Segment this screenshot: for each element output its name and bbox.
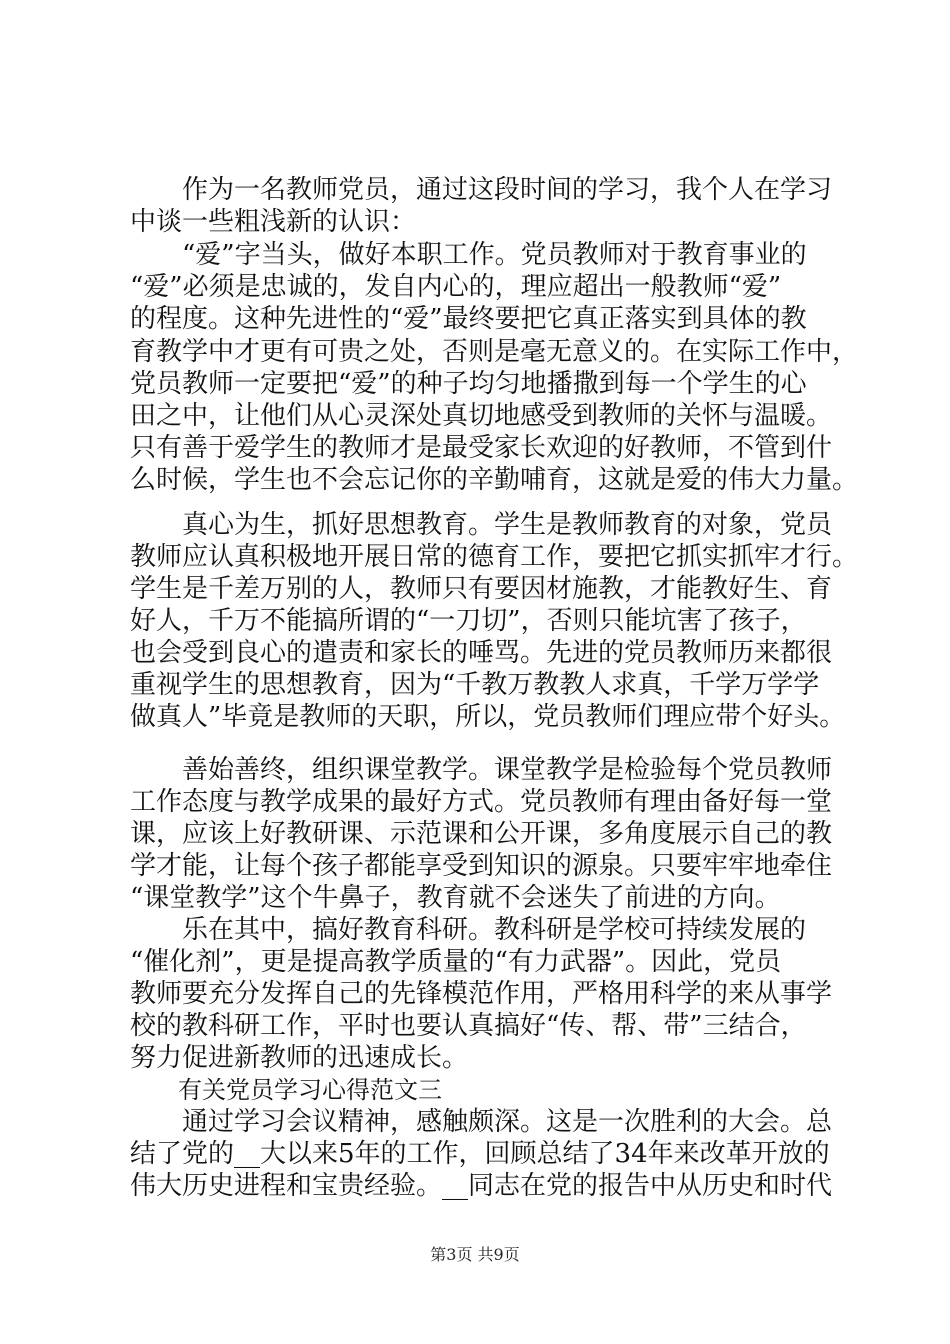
paragraph-1-line-1: 作为一名教师党员，通过这段时间的学习，我个人在学习 [130, 175, 833, 205]
paragraph-2-line-8: 么时候，学生也不会忘记你的辛勤哺育，这就是爱的伟大力量。 [130, 465, 859, 495]
section-heading: 有关党员学习心得范文三 [130, 1076, 442, 1104]
paragraph-4-line-5: “课堂教学”这个牛鼻子，教育就不会迷失了前进的方向。 [130, 883, 781, 913]
paragraph-6-line-3: 伟大历史进程和宝贵经验。__同志在党的报告中从历史和时代 [130, 1171, 833, 1201]
paragraph-3-line-6: 重视学生的思想教育，因为“千教万教教人求真，千学万学学 [130, 670, 820, 700]
paragraph-4-line-2: 工作态度与教学成果的最好方式。党员教师有理由备好每一堂 [130, 787, 833, 817]
paragraph-3-line-3: 学生是千差万别的人，教师只有要因材施教，才能教好生、育 [130, 574, 833, 604]
paragraph-5-line-1: 乐在其中，搞好教育科研。教科研是学校可持续发展的 [130, 915, 807, 945]
paragraph-5-line-4: 校的教科研工作，平时也要认真搞好“传、帮、带”三结合， [130, 1011, 807, 1041]
paragraph-3-line-5: 也会受到良心的遣责和家长的唾骂。先进的党员教师历来都很 [130, 638, 833, 668]
paragraph-2-line-2: “爱”必须是忠诚的，发自内心的，理应超出一般教师“爱” [130, 272, 782, 302]
paragraph-2-line-7: 只有善于爱学生的教师才是最受家长欢迎的好教师，不管到什 [130, 433, 833, 463]
paragraph-3-line-4: 好人，千万不能搞所谓的“一刀切”，否则只能坑害了孩子， [130, 606, 807, 636]
paragraph-6-line-1: 通过学习会议精神，感触颇深。这是一次胜利的大会。总 [130, 1107, 833, 1137]
paragraph-5-line-3: 教师要充分发挥自己的先锋模范作用，严格用科学的来从事学 [130, 979, 833, 1009]
paragraph-2-line-1: “爱”字当头，做好本职工作。党员教师对于教育事业的 [130, 240, 807, 270]
paragraph-2-line-3: 的程度。这种先进性的“爱”最终要把它真正落实到具体的教 [130, 304, 807, 334]
paragraph-2-line-5: 党员教师一定要把“爱”的种子均匀地播撒到每一个学生的心 [130, 369, 807, 399]
paragraph-4-line-3: 课，应该上好教研课、示范课和公开课，多角度展示自己的教 [130, 819, 833, 849]
paragraph-3-line-1: 真心为生，抓好思想教育。学生是教师教育的对象，党员 [130, 510, 833, 540]
paragraph-2-line-4: 育教学中才更有可贵之处，否则是毫无意义的。在实际工作中， [130, 337, 859, 367]
paragraph-4-line-4: 学才能，让每个孩子都能享受到知识的源泉。只要牢牢地牵住 [130, 851, 833, 881]
paragraph-1-line-2: 中谈一些粗浅新的认识： [130, 207, 417, 237]
page-number-footer: 第3页 共9页 [430, 1245, 520, 1264]
paragraph-4-line-1: 善始善终，组织课堂教学。课堂教学是检验每个党员教师 [130, 755, 833, 785]
paragraph-5-line-5: 努力促进新教师的迅速成长。 [130, 1043, 469, 1073]
paragraph-5-line-2: “催化剂”，更是提高教学质量的“有力武器”。因此，党员 [130, 947, 782, 977]
paragraph-2-line-6: 田之中，让他们从心灵深处真切地感受到教师的关怀与温暖。 [130, 401, 833, 431]
paragraph-3-line-7: 做真人”毕竟是教师的天职，所以，党员教师们理应带个好头。 [130, 702, 846, 732]
paragraph-3-line-2: 教师应认真积极地开展日常的德育工作，要把它抓实抓牢才行。 [130, 542, 859, 572]
paragraph-6-line-2: 结了党的__大以来5年的工作，回顾总结了34年来改革开放的 [130, 1139, 830, 1169]
